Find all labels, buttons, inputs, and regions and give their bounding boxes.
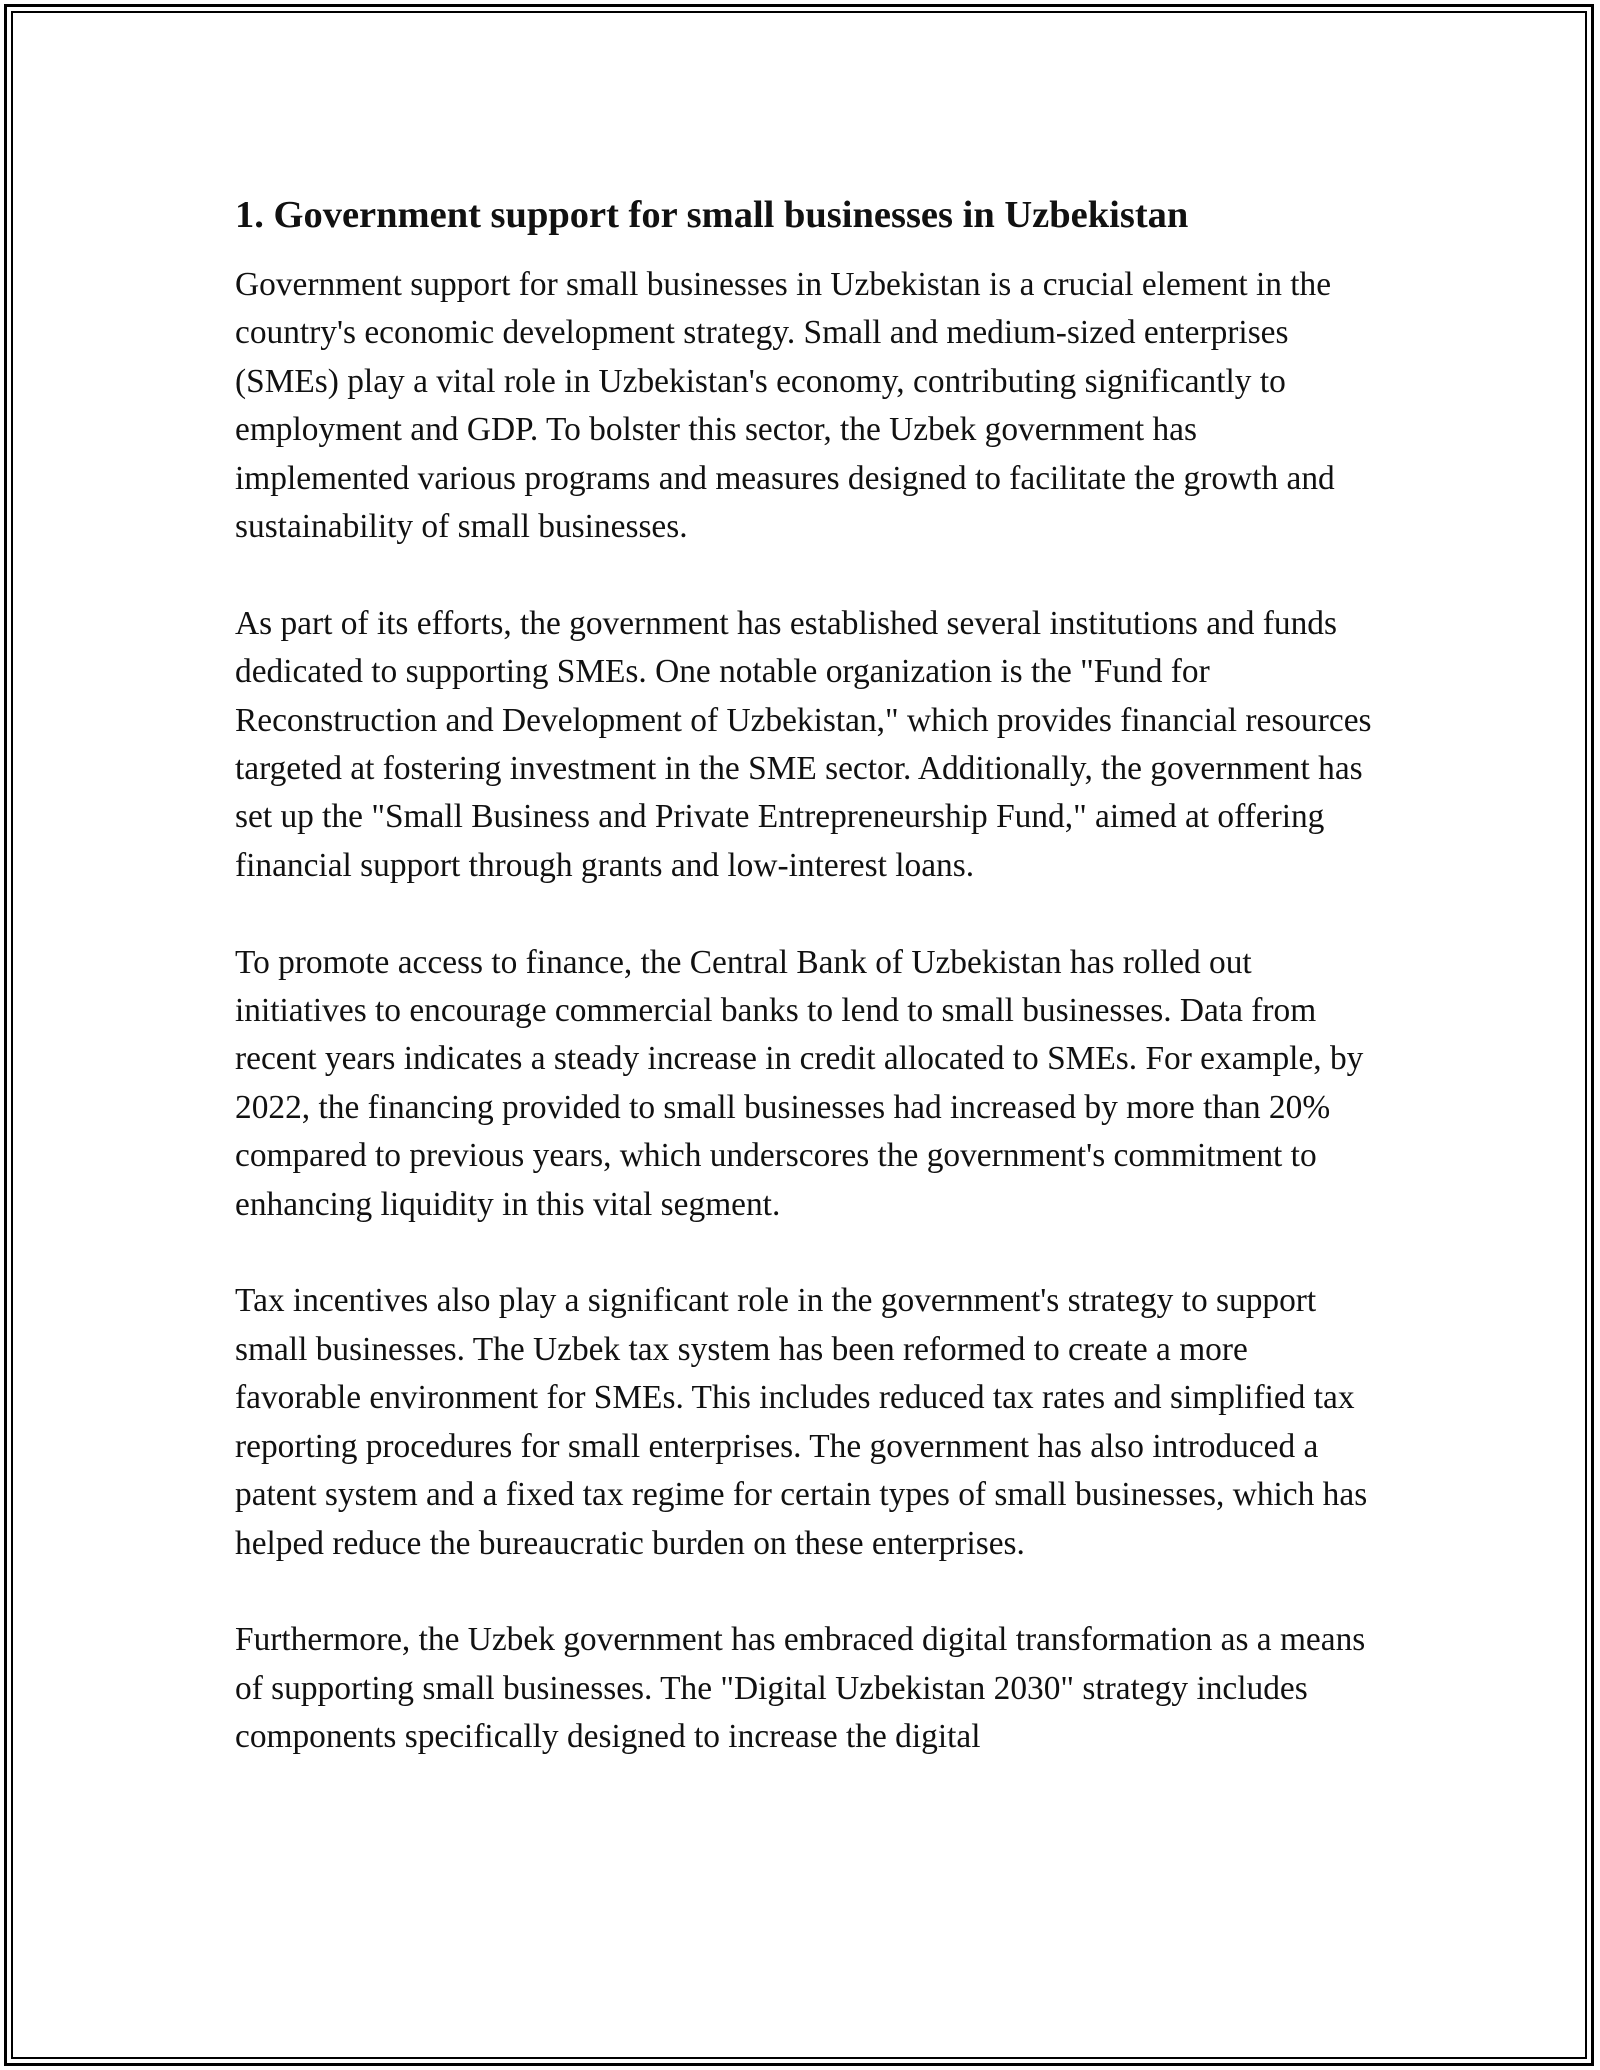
paragraph-2: As part of its efforts, the government has established several institutions and funds dedicated to supporting SMEs. One notable organization is the "Fund for Reconstruction and Development of Uzbekistan," which provides financial resources targeted at fostering investment in the SME sector. Additionally, the government has set up the "Small Business and Private Entrepreneurship Fund," aimed at offering financial support through grants and low-interest loans. xyxy=(235,604,1372,884)
paragraph-1: Government support for small businesses in Uzbekistan is a crucial element in the country's economic development strategy. Small and medium-sized enterprises (SMEs) play a vital role in Uzbekistan's economy, contributing significantly to employment and GDP. To bolster this sector, the Uzbek government has implemented various programs and measures designed to facilitate the growth and sustainability of small businesses. xyxy=(235,266,1335,546)
paragraph-5: Furthermore, the Uzbek government has embraced digital transformation as a means of supporting small businesses. The "Digital Uzbekistan 2030" strategy includes components specifically designed to increase the digital xyxy=(235,1621,1366,1756)
paragraph-4: Tax incentives also play a significant role in the government's strategy to support small businesses. The Uzbek tax system has been reformed to create a more favorable environment for SMEs. This includes reduced tax rates and simplified tax reporting procedures for small enterprises. The government has also introduced a patent system and a fixed tax regime for certain types of small businesses, which has helped reduce the bureaucratic burden on these enterprises. xyxy=(235,1282,1368,1562)
document-body xyxy=(235,188,1375,1762)
section-title: 1. Government support for small businesses in Uzbekistan xyxy=(235,194,1189,236)
paragraph-3: To promote access to finance, the Central Bank of Uzbekistan has rolled out initiatives to encourage commercial banks to lend to small businesses. Data from recent years indicates a steady increase in credit allocated to SMEs. For example, by 2022, the financing provided to small businesses had increased by more than 20% compared to previous years, which underscores the government's commitment to enhancing liquidity in this vital segment. xyxy=(235,943,1364,1223)
